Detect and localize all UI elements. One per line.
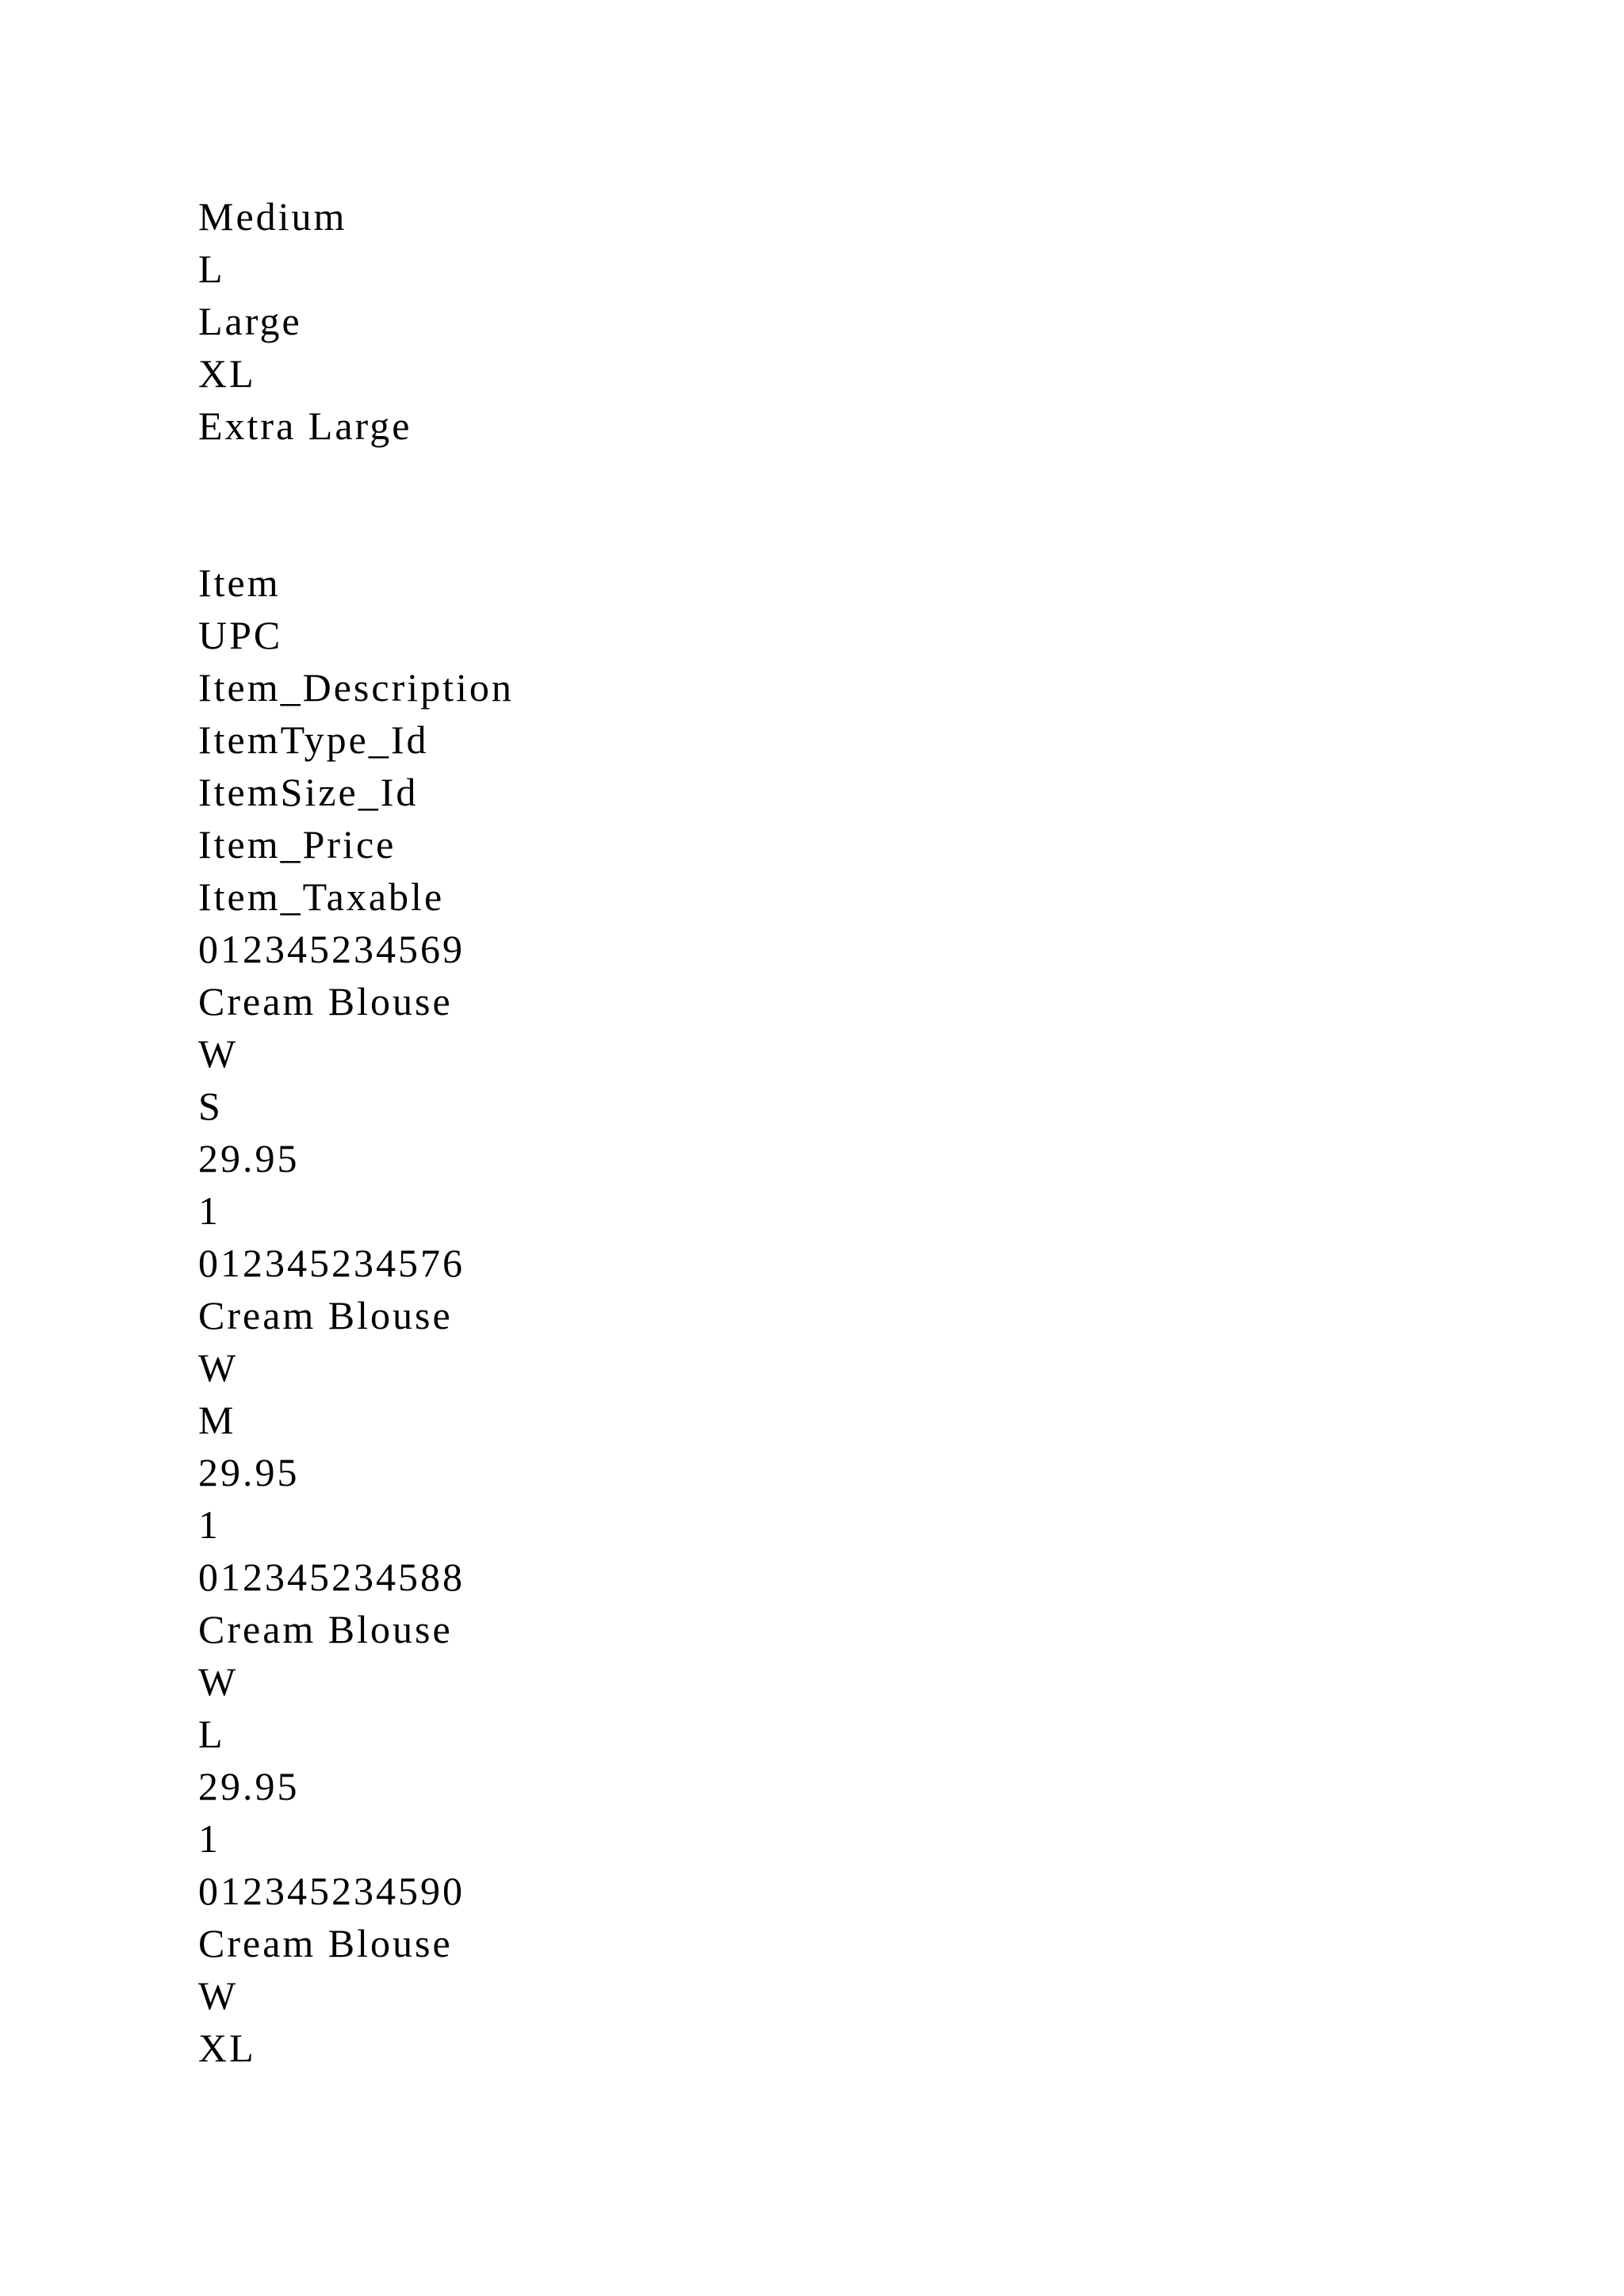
text-line: Large	[198, 299, 302, 343]
text-line: Item	[198, 561, 281, 605]
text-line: Item_Price	[198, 822, 396, 867]
text-line: Item_Taxable	[198, 874, 445, 919]
text-line: Item_Description	[198, 665, 514, 710]
text-line: W	[198, 1345, 239, 1390]
text-line: 1	[198, 1188, 220, 1233]
text-line: 012345234590	[198, 1869, 465, 1913]
text-line: 29.95	[198, 1764, 300, 1808]
text-line: 1	[198, 1502, 220, 1547]
text-line: S	[198, 1084, 223, 1128]
text-line: UPC	[198, 613, 283, 657]
text-line: W	[198, 1659, 239, 1704]
text-line: W	[198, 1031, 239, 1076]
text-line: ItemType_Id	[198, 718, 429, 762]
text-line: XL	[198, 2026, 256, 2070]
text-line: Extra Large	[198, 404, 412, 448]
size-legend-list	[198, 190, 412, 452]
item-table-text	[198, 557, 514, 2074]
text-line: 012345234576	[198, 1241, 465, 1285]
text-line: Cream Blouse	[198, 1293, 453, 1337]
text-line: 29.95	[198, 1450, 300, 1494]
text-line: 1	[198, 1816, 220, 1861]
text-line: Medium	[198, 194, 347, 239]
text-line: ItemSize_Id	[198, 770, 419, 814]
text-line: 29.95	[198, 1136, 300, 1181]
text-line: L	[198, 247, 225, 291]
text-line: 012345234569	[198, 927, 465, 971]
text-line: L	[198, 1712, 225, 1756]
text-line: 012345234588	[198, 1555, 465, 1599]
text-line: W	[198, 1973, 239, 2018]
text-line: M	[198, 1398, 236, 1442]
text-line: XL	[198, 351, 256, 396]
text-line: Cream Blouse	[198, 1607, 453, 1651]
text-line: Cream Blouse	[198, 979, 453, 1024]
text-line: Cream Blouse	[198, 1921, 453, 1965]
